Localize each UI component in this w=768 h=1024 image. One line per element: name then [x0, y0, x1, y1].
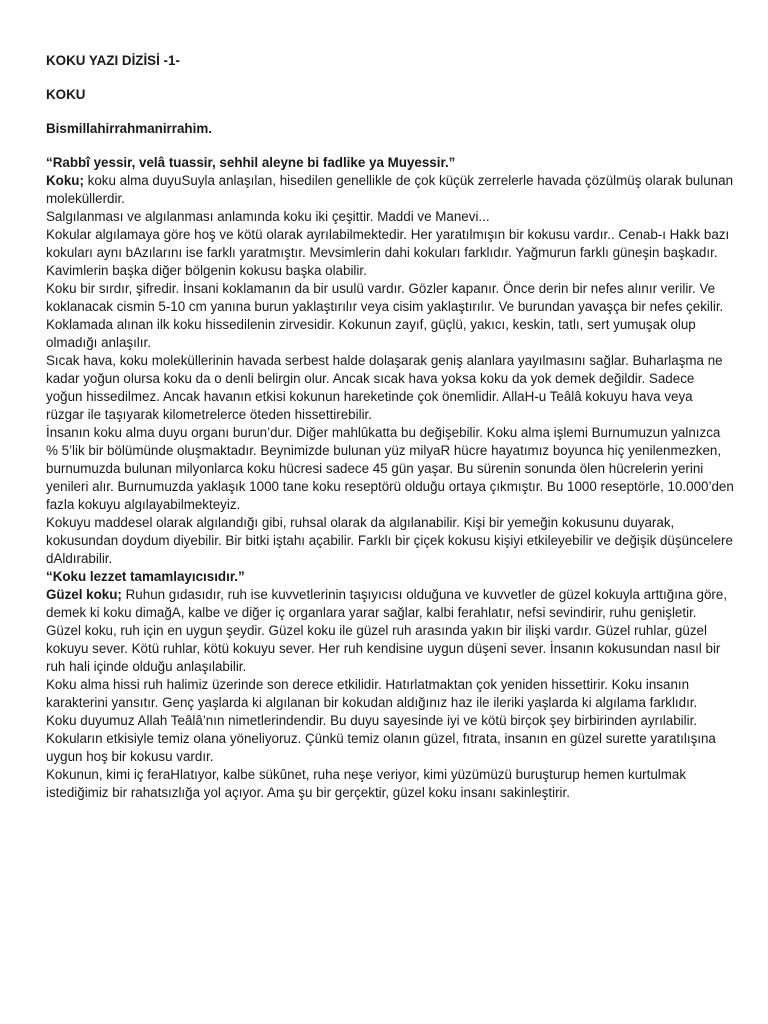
paragraph-2: Salgılanması ve algılanması anlamında koku iki çeşittir. Maddi ve Manevi...	[46, 209, 490, 224]
paragraph-text: koku alma duyuSuyla anlaşılan, hisedilen genellikle de çok küçük zerrelerle havada çözülmüş olarak bulunan moleküllerdir.	[46, 173, 734, 206]
paragraph-lead: Güzel koku;	[46, 587, 122, 602]
prayer: “Rabbî yessir, velâ tuassir, sehhil aleyne bi fadlike ya Muyessir.”	[46, 155, 456, 170]
quote: “Koku lezzet tamamlayıcısıdır.”	[46, 569, 245, 584]
paragraph-8	[46, 586, 734, 676]
paragraph-4: Koku bir sırdır, şifredir. İnsani koklamanın da bir usulü vardır. Gözler kapanır. Önce derin bir nefes alınır verilir. Ve koklanacak cismin 5-10 cm yanına burun yaklaştırılır veya cisim yaklaştırılır. Ve burundan yavaşça bir nefes çekilir. Koklamada alınan ilk koku hissedilenin zirvesidir. Kokunun zayıf, güçlü, yakıcı, keskin, tatlı, sert yumuşak olup olmadığı anlaşılır.	[46, 281, 724, 350]
paragraph-10: Koku duyumuz Allah Teâlâ’nın nimetlerindendir. Bu duyu sayesinde iyi ve kötü birçok şey birbirinden ayrılabilir. Kokuların etkisiyle temiz olana yöneliyoruz. Çünkü temiz olanın güzel, fıtrata, insanın en güzel surette yaratılışına uygun hoş bir kokusu vardır.	[46, 713, 716, 764]
paragraph-9: Koku alma hissi ruh halimiz üzerinde son derece etkilidir. Hatırlatmaktan çok yeniden hissettirir. Koku insanın karakterini yansıtır. Genç yaşlarda ki algılanan bir kokudan aldığınız haz ile ileriki yaşlarda ki algılama farklıdır.	[46, 677, 698, 710]
document-title: KOKU	[46, 87, 86, 102]
paragraph-6: İnsanın koku alma duyu organı burun’dur. Diğer mahlûkatta bu değişebilir. Koku alma işlemi Burnumuzun yalnızca % 5’lik bir bölümünde oluşmaktadır. Beynimizde bulunan yüz milyaR hücre hayatımız boyunca hiç yenilenmezken, burnumuzda bulunan milyonlarca koku hücresi sadece 45 gün yaşar. Bu sürenin sonunda ölen hücrelerin yerini yenileri alır. Burnumuzda yaklaşık 1000 tane koku reseptörü olduğu ortaya çıkmıştır. Bu 1000 reseptörle, 10.000’den fazla kokuyu algılayabilmekteyiz.	[46, 425, 734, 512]
basmala: Bismillahirrahmanirrahim.	[46, 121, 212, 136]
paragraph-1	[46, 172, 734, 208]
paragraph-5: Sıcak hava, koku moleküllerinin havada serbest halde dolaşarak geniş alanlara yayılmasını sağlar. Buharlaşma ne kadar yoğun olursa koku da o denli belirgin olur. Ancak sıcak hava yoksa koku da yok demek değildir. Sadece yoğun hissedilmez. Ancak havanın etkisi kokunun hareketinde çok önemlidir. AllaH-u Teâlâ kokuyu hava veya rüzgar ile taşıyarak kilometrelerce öteden hissettirebilir.	[46, 353, 723, 422]
paragraph-lead: Koku;	[46, 173, 84, 188]
paragraph-3: Kokular algılamaya göre hoş ve kötü olarak ayrılabilmektedir. Her yaratılmışın bir kokusu vardır.. Cenab-ı Hakk bazı kokuları aynı bAzılarını ise farklı yaratmıştır. Mevsimlerin dahi kokuları farklıdır. Yağmurun farklı güneşin başkadır. Kavimlerin başka diğer bölgenin kokusu başka olabilir.	[46, 227, 730, 278]
paragraph-11: Kokunun, kimi iç feraHlatıyor, kalbe sükûnet, ruha neşe veriyor, kimi yüzümüzü buruşturup hemen kurtulmak istediğimiz bir rahatsızlığa yol açıyor. Ama şu bir gerçektir, güzel koku insanı sakinleştirir.	[46, 767, 687, 800]
paragraph-7: Kokuyu maddesel olarak algılandığı gibi, ruhsal olarak da algılanabilir. Kişi bir yemeğin kokusunu duyarak, kokusundan doydum diyebilir. Bir bitki iştahı açabilir. Farklı bir çiçek kokusu kişiyi etkileyebilir ve değişik düşüncelere dAldırabilir.	[46, 515, 733, 566]
paragraph-text: Ruhun gıdasıdır, ruh ise kuvvetlerinin taşıyıcısı olduğuna ve kuvvetler de güzel kokuyla arttığına göre, demek ki koku dimağA, kalbe ve diğer iç organlara yarar sağlar, kalbi ferahlatır, nefsi sevindirir, ruhu genişletir. Güzel koku, ruh için en uygun şeydir. Güzel koku ile güzel ruh arasında yakın bir ilişki vardır. Güzel ruhlar, güzel kokuyu sever. Kötü ruhlar, kötü kokuyu sever. Her ruh kendisine uygun düşeni sever. İnsanın kokusundan nasıl bir ruh hali içinde olduğu anlaşılabilir.	[46, 587, 728, 674]
series-title: KOKU YAZI DİZİSİ -1-	[46, 53, 180, 68]
